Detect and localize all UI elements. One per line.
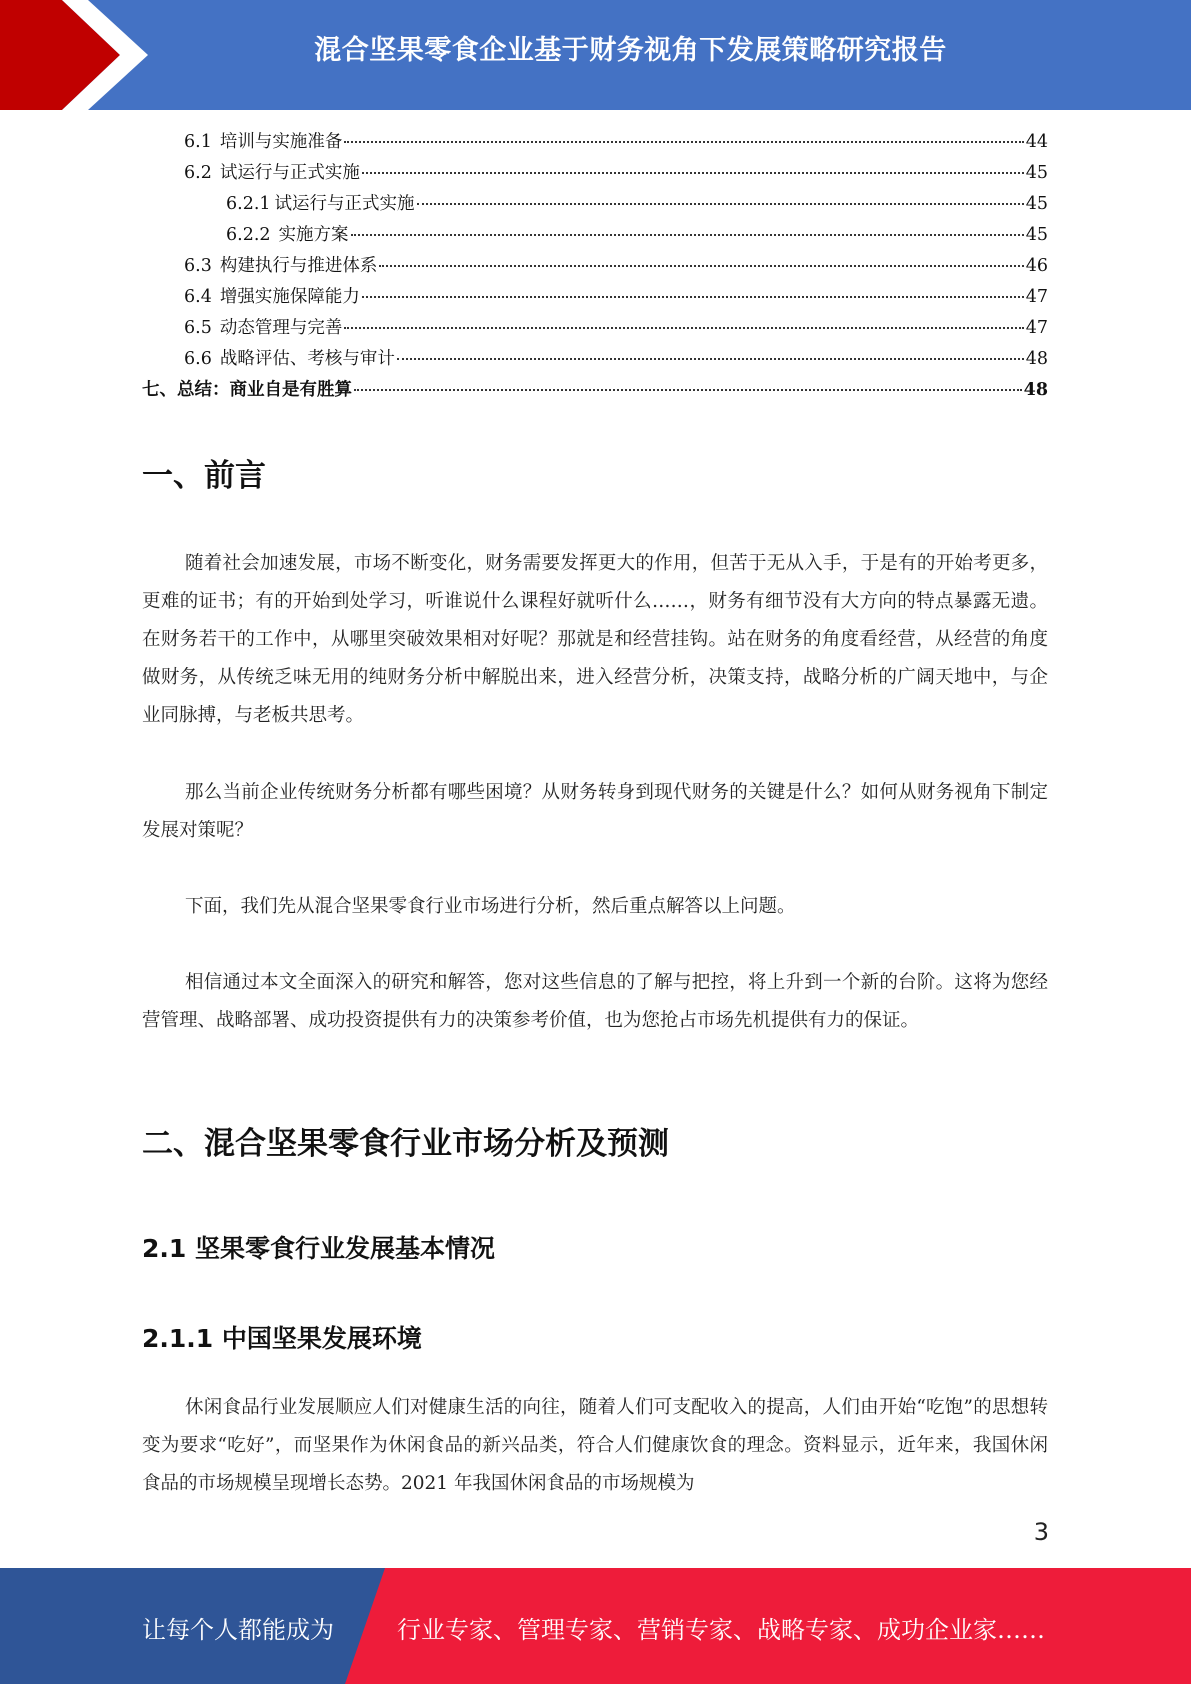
toc-leader-dots xyxy=(351,234,1024,236)
toc-leader-dots xyxy=(379,265,1023,267)
toc-title: 战略评估、考核与审计 xyxy=(219,349,395,369)
toc-number: 6.2 xyxy=(184,163,212,183)
toc-page-number: 44 xyxy=(1025,132,1048,152)
toc-entry[interactable] xyxy=(142,314,1048,345)
toc-leader-dots xyxy=(362,296,1024,298)
toc-entry[interactable] xyxy=(142,221,1048,252)
toc-leader-dots xyxy=(354,389,1022,391)
footer-slogan-left: 让每个人都能成为 xyxy=(142,1616,334,1644)
toc-title: 试运行与正式实施 xyxy=(274,194,415,214)
subsection-heading: 2.1 坚果零食行业发展基本情况 xyxy=(142,1234,495,1263)
toc-number: 6.1 xyxy=(184,132,212,152)
toc-number: 6.5 xyxy=(184,318,212,338)
footer-slogan-right: 行业专家、管理专家、营销专家、战略专家、成功企业家…… xyxy=(397,1616,1045,1644)
subsection-heading: 2.1.1 中国坚果发展环境 xyxy=(142,1324,422,1353)
toc-leader-dots xyxy=(344,141,1023,143)
toc-title: 实施方案 xyxy=(278,225,349,245)
toc-title: 培训与实施准备 xyxy=(219,132,343,152)
toc-entry[interactable] xyxy=(142,345,1048,376)
toc-leader-dots xyxy=(397,358,1024,360)
toc-title: 增强实施保障能力 xyxy=(219,287,360,307)
page-header xyxy=(0,0,1191,110)
toc-title: 构建执行与推进体系 xyxy=(219,256,378,276)
toc-entry[interactable] xyxy=(142,376,1048,407)
toc-entry[interactable] xyxy=(142,159,1048,190)
paragraph: 随着社会加速发展，市场不断变化，财务需要发挥更大的作用，但苦于无从入手，于是有的开始考更多，更难的证书；有的开始到处学习，听谁说什么课程好就听什么……，财务有细节没有大方向的特点暴露无遗。在财务若干的工作中，从哪里突破效果相对好呢？那就是和经营挂钩。站在财务的角度看经营，从经营的角度做财务，从传统乏味无用的纯财务分析中解脱出来，进入经营分析，决策支持，战略分析的广阔天地中，与企业同脉搏，与老板共思考。 xyxy=(142,553,1048,726)
toc-entry[interactable] xyxy=(142,252,1048,283)
header-title: 混合坚果零食企业基于财务视角下发展策略研究报告 xyxy=(314,35,947,66)
toc-number: 6.4 xyxy=(184,287,212,307)
page-number: 3 xyxy=(1033,1518,1049,1546)
toc-page-number: 47 xyxy=(1025,318,1048,338)
paragraph: 那么当前企业传统财务分析都有哪些困境？从财务转身到现代财务的关键是什么？如何从财务视角下制定发展对策呢？ xyxy=(142,782,1048,841)
toc-number: 6.2.1 xyxy=(226,194,271,214)
toc-page-number: 48 xyxy=(1025,349,1048,369)
table-of-contents xyxy=(142,128,1048,407)
toc-leader-dots xyxy=(417,203,1024,205)
toc-page-number: 45 xyxy=(1025,194,1048,214)
toc-page-number: 47 xyxy=(1025,287,1048,307)
toc-entry[interactable] xyxy=(142,128,1048,159)
toc-entry[interactable] xyxy=(142,283,1048,314)
toc-page-number: 48 xyxy=(1023,380,1048,400)
header-arrow-decoration xyxy=(0,0,160,110)
section-heading-preface: 一、前言 xyxy=(142,458,266,494)
toc-leader-dots xyxy=(362,172,1024,174)
page-footer xyxy=(0,1568,1191,1684)
toc-leader-dots xyxy=(344,327,1023,329)
section-heading-market-analysis: 二、混合坚果零食行业市场分析及预测 xyxy=(142,1126,669,1162)
toc-page-number: 45 xyxy=(1025,163,1048,183)
toc-entry[interactable] xyxy=(142,190,1048,221)
toc-number: 6.6 xyxy=(184,349,212,369)
toc-page-number: 45 xyxy=(1025,225,1048,245)
paragraph: 下面，我们先从混合坚果零食行业市场进行分析，然后重点解答以上问题。 xyxy=(185,896,796,917)
toc-number: 七、 xyxy=(142,380,177,400)
toc-page-number: 46 xyxy=(1025,256,1048,276)
toc-number: 6.2.2 xyxy=(226,225,271,245)
toc-title: 总结：商业自是有胜算 xyxy=(177,380,352,400)
toc-number: 6.3 xyxy=(184,256,212,276)
paragraph: 休闲食品行业发展顺应人们对健康生活的向往，随着人们可支配收入的提高，人们由开始“吃饱”的思想转变为要求“吃好”，而坚果作为休闲食品的新兴品类，符合人们健康饮食的理念。资料显示，近年来，我国休闲食品的市场规模呈现增长态势。2021 年我国休闲食品的市场规模为 xyxy=(142,1397,1048,1494)
toc-title: 动态管理与完善 xyxy=(219,318,343,338)
paragraph: 相信通过本文全面深入的研究和解答，您对这些信息的了解与把控，将上升到一个新的台阶。这将为您经营管理、战略部署、成功投资提供有力的决策参考价值，也为您抢占市场先机提供有力的保证。 xyxy=(142,972,1048,1031)
toc-title: 试运行与正式实施 xyxy=(219,163,360,183)
